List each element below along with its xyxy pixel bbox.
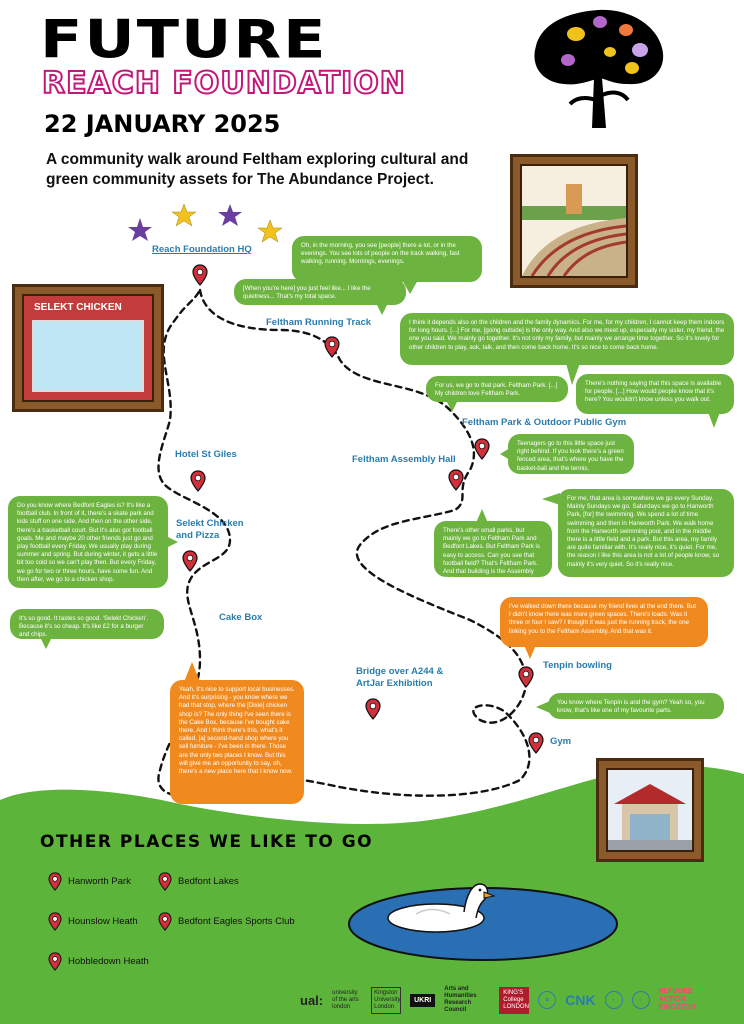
- quote-text: There's other small parks, but mainly we go to Feltham Park and Bedfont Lakes. But Feltham Park is easy to access. Can you see that football field? That's Feltham Park. And that building is the Assembly Hall.: [443, 527, 540, 584]
- pin-tenpin-icon: [518, 666, 534, 688]
- partner-logos: [300, 980, 730, 1020]
- quote-text: [When you're here] you just feel like... I like the quietness... That's my total space.: [243, 285, 371, 301]
- label-bridge-artjar: Bridge over A244 & ArtJar Exhibition: [356, 666, 444, 689]
- refugee-action-logo: REFUGEE ACTION KINGSTON: [658, 988, 696, 1011]
- label-tenpin-bowling: Tenpin bowling: [543, 660, 612, 671]
- other-place-item: [48, 952, 149, 971]
- tree-logo-icon: [528, 4, 668, 130]
- quote-bubble-nothing-saying: [576, 374, 734, 414]
- label-feltham-running-track: Feltham Running Track: [266, 317, 372, 328]
- kings-college-logo: KING'S College LONDON: [499, 987, 529, 1014]
- partner-circle-logo-icon: ○: [632, 991, 650, 1009]
- quote-bubble-tenpin-gym: [548, 693, 724, 719]
- running-track-picture: [510, 154, 638, 288]
- poster-title: FUTURE: [40, 8, 328, 71]
- quote-bubble-family-dynamics: [400, 313, 734, 365]
- quote-bubble-feltham-park: [426, 376, 568, 402]
- pin-icon: [48, 912, 62, 931]
- other-places-title: OTHER PLACES WE LIKE TO GO: [40, 832, 374, 852]
- ual-logo: ual:: [300, 992, 324, 1008]
- pin-icon: [158, 912, 172, 931]
- other-place-item: [158, 872, 239, 891]
- running-track-icon: [522, 166, 626, 276]
- intro-text: A community walk around Feltham exploring cultural and green community assets for The Abundance Project.: [46, 151, 469, 188]
- pin-icon: [48, 952, 62, 971]
- other-place-item: [48, 912, 138, 931]
- poster-subtitle: REACH FOUNDATION: [42, 66, 406, 101]
- pin-st-giles-icon: [190, 470, 206, 492]
- quote-bubble-more-green-spaces: [500, 597, 708, 647]
- pin-selekt-icon: [182, 550, 198, 572]
- quote-text: Do you know where Bedfont Eagles is? It's like a football club. In front of it, there's a skate park and kids stuff on one side. And then on the other side, there's a basketball court. But it's also got football goals. Me and maybe 20 other friends just go and play football every Friday. We usually play during summer and spring. But during winter, it gets a little bit too cold so we can't play then. But every Friday, we go for two or three hours, have some fun. And then after, we go to a chicken shop.: [17, 502, 158, 583]
- pin-hq-icon: [192, 264, 208, 286]
- pond-with-duck-icon: [346, 878, 620, 962]
- ukri-logo: UKRI: [410, 994, 435, 1007]
- quote-text: For me, that area is somewhere we go every Sunday. Mainly Sundays we go. Saturdays we go to Hanworth Park, [for] the swimming. We spend a lot of time swimming and then in Hanworth Park. We walk home from the Hanworth swimming pool, and in the middle there is a little field and a park. But this area, my family are quite familiar with. It's really nice, it's quiet. For me, the reason I like this area is not a lot of people know, so mainly it's very quiet. So it's really nice.: [567, 495, 720, 568]
- quote-text: Oh, in the morning, you see [people] there a lot, or in the evenings. You see lots of people on the track walking, fast walking, running. Mornings, evenings.: [301, 242, 460, 266]
- quote-text: Yeah, it's nice to support local businesses. And it's surprising - you know where we had that stop, where the [Dixie] chicken shop is? The only thing I've seen there is the Cake Box, because I've bought cake there. And I think there's this, what's it called, [a] second-hand shop where you sell furniture - I've been in there. Those are the only two places I know. But this will give me an opportunity to say, oh, there's a new place here that I know now.: [179, 686, 295, 776]
- other-place-label: Bedfont Eagles Sports Club: [178, 916, 295, 927]
- gym-picture: [596, 758, 704, 862]
- label-hotel-st-giles: Hotel St Giles: [175, 449, 237, 460]
- other-place-label: Bedfont Lakes: [178, 876, 239, 887]
- quote-bubble-small-parks: [434, 521, 552, 584]
- label-cake-box: Cake Box: [219, 612, 263, 623]
- label-reach-foundation-hq: Reach Foundation HQ: [152, 244, 252, 255]
- quote-bubble-tastes-good: [10, 609, 164, 639]
- pin-gym-icon: [528, 732, 544, 754]
- shop-sign: SELEKT CHICKEN: [34, 302, 122, 313]
- quote-text: Teenagers go to this little space just right behind. If you look there's a green fenced area, that's where you have the basket-ball and the tennis.: [517, 440, 624, 472]
- selekt-chicken-picture: [12, 284, 164, 412]
- pin-icon: [158, 872, 172, 891]
- partner-circle-logo-icon: ✿: [538, 991, 556, 1009]
- pin-bridge-icon: [365, 698, 381, 720]
- other-place-item: [48, 872, 131, 891]
- label-feltham-assembly-hall: Feltham Assembly Hall: [352, 454, 456, 465]
- quote-text: For us, we go to that park. Feltham Park. [...] My children love Feltham Park.: [435, 382, 558, 398]
- stars-decoration-icon: [126, 200, 286, 246]
- other-place-label: Hounslow Heath: [68, 916, 138, 927]
- ahrc-logo: Arts and Humanities Research Council: [444, 986, 477, 1013]
- pin-icon: [48, 872, 62, 891]
- label-selekt-chicken: Selekt Chicken and Pizza: [176, 518, 244, 541]
- quote-text: I've walked down there because my friend lives at the end there. But I didn't know there was more green spaces. There's loads. Was it three or four I saw? I thought it was just the running track, the one linking you to the Feltham Assembly. And that was it.: [509, 603, 696, 635]
- quote-bubble-teenagers: [508, 434, 634, 474]
- quote-text: It's so good. It tastes so good. 'Selekt Chicken'. Because it's so cheap. It's like £2 for a burger and chips.: [19, 615, 149, 639]
- quote-bubble-cake-box: [170, 680, 304, 804]
- other-place-item: [158, 912, 295, 931]
- pin-park-gym-icon: [474, 438, 490, 460]
- quote-text: You know where Tenpin is and the gym? Yeah so, you know, that's like one of my favourite parts.: [557, 699, 705, 715]
- quote-bubble-running-mornings: [292, 236, 482, 282]
- partner-circle-logo-icon: ◐: [605, 991, 623, 1009]
- other-place-label: Hanworth Park: [68, 876, 131, 887]
- ual-logo-subtitle: university of the arts london: [332, 989, 359, 1010]
- quote-bubble-bedfont-eagles: [8, 496, 168, 588]
- kingston-logo: Kingston University London: [371, 987, 401, 1014]
- pin-assembly-hall-icon: [448, 469, 464, 491]
- gym-building-icon: [608, 770, 692, 850]
- label-gym: Gym: [550, 736, 572, 747]
- quote-text: I think it depends also on the children and the family dynamics. For me, for my children, I cannot keep them indoors for long hours. [...] For me, [going outside] is the only way. And also we meet up, especially my sister, my friend, the one you said. We mainly go together. It's not only my family, but mainly we arrange time together. So it's lovely for other children to play, ask, talk, and then come back home. It's so nice to come back home.: [409, 319, 725, 351]
- other-place-label: Hobbledown Heath: [68, 956, 149, 967]
- pin-running-track-icon: [324, 336, 340, 358]
- quote-bubble-quietness: [234, 279, 406, 305]
- poster-date: 22 JANUARY 2025: [44, 110, 281, 138]
- quote-bubble-sundays: [558, 489, 734, 577]
- label-feltham-park-gym: Feltham Park & Outdoor Public Gym: [462, 417, 627, 428]
- quote-text: There's nothing saying that this space is available for people. [...] How would people know that it's here? You wouldn't know unless you walk out.: [585, 380, 722, 404]
- cnk-logo: CNK: [565, 991, 596, 1008]
